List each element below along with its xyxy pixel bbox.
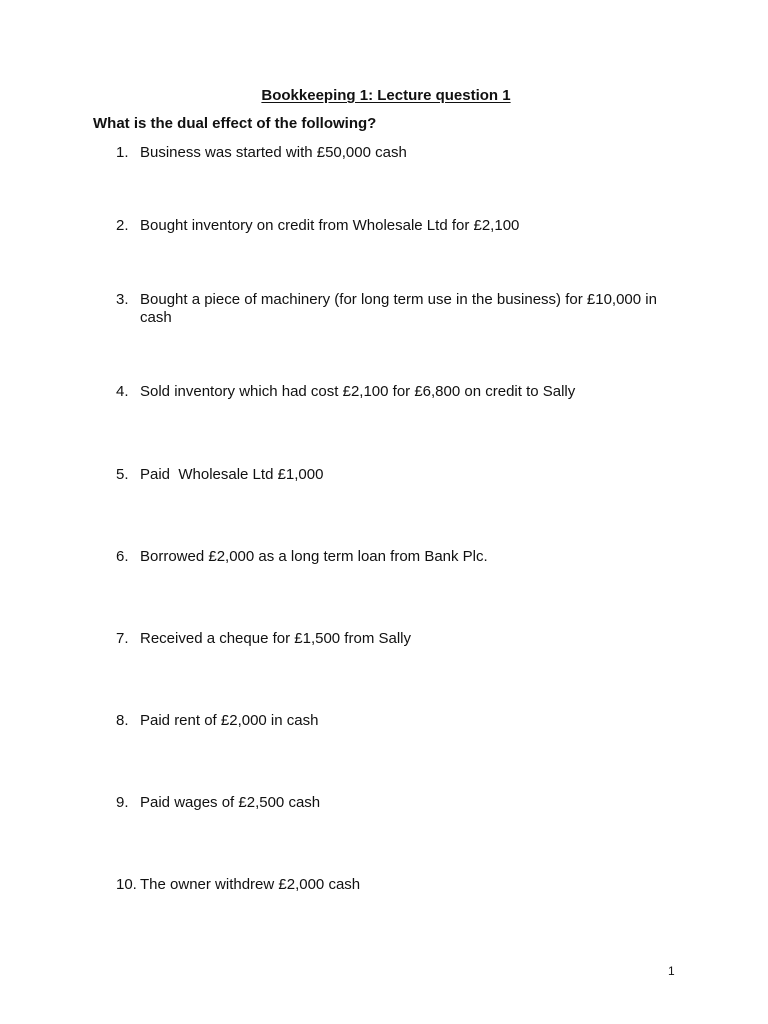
- question-text: Sold inventory which had cost £2,100 for £6,800 on credit to Sally: [140, 383, 576, 400]
- question-item-5: [116, 466, 686, 484]
- question-text: Paid wages of £2,500 cash: [140, 794, 321, 811]
- document-title: Bookkeeping 1: Lecture question 1: [261, 87, 511, 104]
- question-number: 4.: [116, 383, 129, 400]
- question-item-1: [116, 144, 686, 162]
- question-number: 6.: [116, 548, 129, 565]
- question-number: 3.: [116, 291, 129, 308]
- document-subtitle: What is the dual effect of the following?: [93, 115, 377, 132]
- question-number: 7.: [116, 630, 129, 647]
- question-text: Received a cheque for £1,500 from Sally: [140, 630, 411, 647]
- question-text: Bought a piece of machinery (for long term use in the business) for £10,000 in cash: [140, 291, 657, 326]
- question-text: The owner withdrew £2,000 cash: [140, 876, 361, 893]
- question-number: 8.: [116, 712, 129, 729]
- question-item-2: [116, 217, 686, 235]
- question-text: Bought inventory on credit from Wholesale Ltd for £2,100: [140, 217, 520, 234]
- question-text: Business was started with £50,000 cash: [140, 144, 407, 161]
- question-item-3: [116, 291, 686, 327]
- question-text: Paid rent of £2,000 in cash: [140, 712, 319, 729]
- question-number: 2.: [116, 217, 129, 234]
- question-item-8: [116, 712, 686, 730]
- question-number: 1.: [116, 144, 129, 161]
- question-number: 5.: [116, 466, 129, 483]
- question-text: Paid Wholesale Ltd £1,000: [140, 466, 324, 483]
- question-item-4: [116, 383, 686, 401]
- question-number: 9.: [116, 794, 129, 811]
- question-item-7: [116, 630, 686, 648]
- page-number: 1: [668, 964, 675, 978]
- question-text: Borrowed £2,000 as a long term loan from Bank Plc.: [140, 548, 488, 565]
- question-item-9: [116, 794, 686, 812]
- question-item-6: [116, 548, 686, 566]
- question-item-10: [116, 876, 686, 894]
- question-number: 10.: [116, 876, 137, 893]
